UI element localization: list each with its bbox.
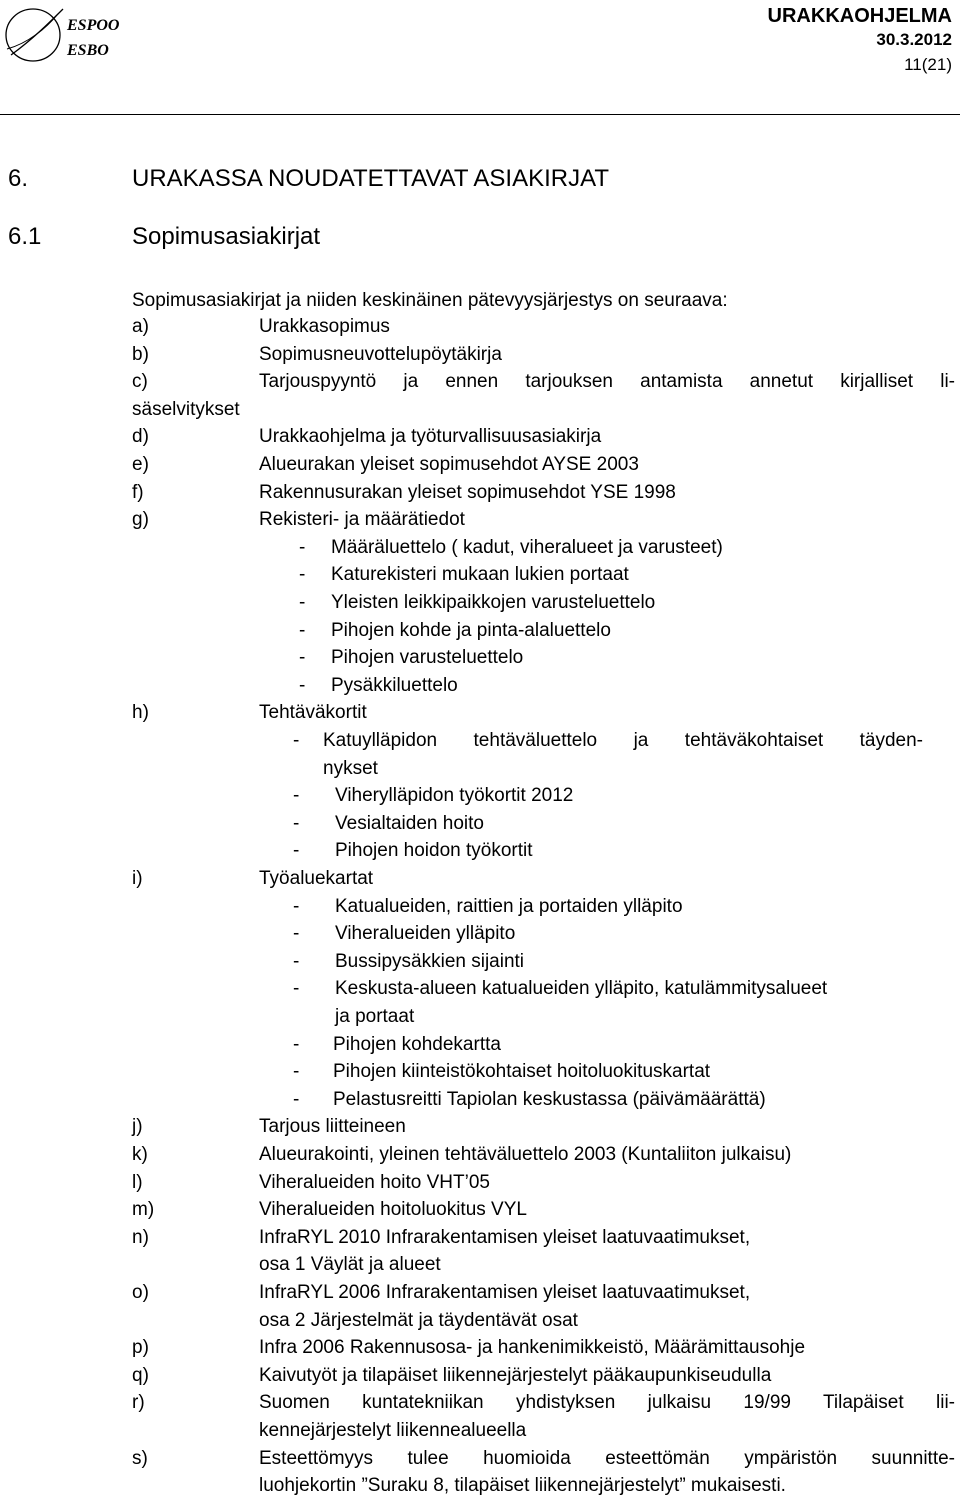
sub-list-dash: - <box>293 1088 300 1110</box>
list-item-marker: l) <box>132 1171 143 1193</box>
list-item <box>0 1141 960 1169</box>
section-title: URAKASSA NOUDATETTAVAT ASIAKIRJAT <box>132 165 609 192</box>
list-item-text: Rakennusurakan yleiset sopimusehdot YSE 1998 <box>259 481 676 503</box>
list-item-continuation: kennejärjestelyt liikennealueella <box>259 1420 527 1441</box>
list-item <box>0 1362 960 1390</box>
document-title: URAKKAOHJELMA <box>767 5 952 27</box>
intro-text: Sopimusasiakirjat ja niiden keskinäinen pätevyysjärjestys on seuraava: <box>132 290 728 311</box>
list-item-continuation: osa 1 Väylät ja alueet <box>259 1254 441 1276</box>
sub-list-item <box>0 1058 960 1086</box>
sub-list-text: Katurekisteri mukaan lukien portaat <box>331 564 629 586</box>
list-item <box>0 423 960 451</box>
sub-list-dash: - <box>299 536 306 558</box>
sub-list-text: Pihojen kiinteistökohtaiset hoitoluokituskartat <box>333 1061 711 1083</box>
sub-list-item <box>0 810 960 838</box>
sub-list-item <box>0 617 960 645</box>
list-item-marker: d) <box>132 426 149 448</box>
list-item-text: Rekisteri- ja määrätiedot <box>259 509 465 531</box>
sub-list-continuation: nykset <box>323 757 378 779</box>
list-item <box>0 1169 960 1197</box>
sub-list-dash: - <box>293 730 300 751</box>
logo-line1: ESPOO <box>67 17 120 34</box>
list-item-continuation: osa 2 Järjestelmät ja täydentävät osat <box>259 1309 578 1331</box>
sub-list-item <box>0 727 960 755</box>
list-item <box>0 1445 960 1473</box>
sub-list-dash: - <box>299 647 306 669</box>
list-item-text: Työaluekartat <box>259 868 374 889</box>
sub-list-dash: - <box>299 564 306 586</box>
sub-list-item <box>0 1086 960 1114</box>
sub-list-dash: - <box>293 812 300 834</box>
sub-list-text: Viherylläpidon työkortit 2012 <box>335 785 574 807</box>
page-number: 11(21) <box>904 55 952 74</box>
sub-list-dash: - <box>293 950 300 972</box>
subsection-title: Sopimusasiakirjat <box>132 223 321 250</box>
list-item-text: Kaivutyöt ja tilapäiset liikennejärjestelyt pääkaupunkiseudulla <box>259 1364 772 1386</box>
sub-list-text: Pihojen kohde ja pinta-alaluettelo <box>331 619 611 641</box>
sub-list-dash: - <box>293 1061 300 1083</box>
list-item-text: Urakkaohjelma ja työturvallisuusasiakirja <box>259 426 602 448</box>
sub-list-text: Yleisten leikkipaikkojen varusteluettelo <box>331 592 656 613</box>
list-item-marker: r) <box>132 1392 145 1414</box>
list-item-marker: s) <box>132 1447 148 1469</box>
list-item-marker: f) <box>132 481 144 503</box>
list-item <box>0 368 960 396</box>
sub-list-text: Keskusta-alueen katualueiden ylläpito, katulämmitysalueet <box>335 978 828 1000</box>
sub-list-text: Pysäkkiluettelo <box>331 674 458 696</box>
list-item-marker: m) <box>132 1199 155 1221</box>
sub-list-continuation: ja portaat <box>335 1006 415 1027</box>
sub-list-dash: - <box>299 619 306 641</box>
list-item <box>0 1113 960 1141</box>
section-number: 6. <box>8 165 29 192</box>
list-item-marker: n) <box>132 1226 149 1248</box>
list-item-text: Tarjouspyyntö ja ennen tarjouksen antamista annetut kirjalliset li- <box>259 371 955 393</box>
list-item-marker: g) <box>132 509 149 531</box>
list-item-text: Tarjous liitteineen <box>259 1116 406 1138</box>
sub-list-item <box>0 782 960 810</box>
sub-list-text: Bussipysäkkien sijainti <box>335 950 525 972</box>
sub-list-item <box>0 948 960 976</box>
list-item <box>0 865 960 893</box>
list-item <box>0 341 960 369</box>
sub-list-text: Pihojen varusteluettelo <box>331 647 524 669</box>
list-item-text: Suomen kuntatekniikan yhdistyksen julkaisu 19/99 Tilapäiset lii- <box>259 1392 955 1414</box>
sub-list-item <box>0 672 960 700</box>
list-item <box>0 1224 960 1252</box>
sub-list-text: Katualueiden, raittien ja portaiden ylläpito <box>335 895 683 917</box>
sub-list-dash: - <box>293 978 300 1000</box>
header-divider <box>0 114 960 115</box>
sub-list-dash: - <box>293 923 300 945</box>
list-item-text: Sopimusneuvottelupöytäkirja <box>259 343 502 365</box>
list-item-marker: i) <box>132 868 143 889</box>
sub-list-dash: - <box>299 592 306 613</box>
list-item-marker: j) <box>132 1116 143 1138</box>
espoo-esbo-logo <box>3 3 153 65</box>
subsection-number: 6.1 <box>8 223 42 250</box>
list-item-marker: h) <box>132 702 149 724</box>
list-item-text: Tehtäväkortit <box>259 702 367 724</box>
sub-list-text: Katuylläpidon tehtäväluettelo ja tehtäväkohtaiset täyden- <box>323 730 923 751</box>
list-item-continuation: luohjekortin ”Suraku 8, tilapäiset liikennejärjestelyt” mukaisesti. <box>259 1475 786 1497</box>
list-item-text: InfraRYL 2010 Infrarakentamisen yleiset laatuvaatimukset, <box>259 1226 751 1248</box>
sub-list-item <box>0 1031 960 1059</box>
sub-list-dash: - <box>293 1033 300 1055</box>
document-date: 30.3.2012 <box>876 30 952 49</box>
list-item <box>0 451 960 479</box>
sub-list-item <box>0 644 960 672</box>
sub-list-item <box>0 589 960 617</box>
sub-list-dash: - <box>299 674 306 696</box>
logo-line2: ESBO <box>67 42 109 59</box>
sub-list-dash: - <box>293 895 300 917</box>
sub-list-dash: - <box>293 785 300 807</box>
sub-list-item <box>0 975 960 1003</box>
list-item-marker: c) <box>132 371 148 393</box>
list-item <box>0 313 960 341</box>
document-header <box>768 4 952 78</box>
list-item <box>0 479 960 507</box>
list-item <box>0 1334 960 1362</box>
sub-list-item <box>0 561 960 589</box>
sub-list-text: Pihojen kohdekartta <box>333 1033 501 1055</box>
sub-list-text: Pelastusreitti Tapiolan keskustassa (päivämäärättä) <box>333 1088 766 1110</box>
list-item-text: InfraRYL 2006 Infrarakentamisen yleiset laatuvaatimukset, <box>259 1282 751 1303</box>
list-item-text: Alueurakointi, yleinen tehtäväluettelo 2003 (Kuntaliiton julkaisu) <box>259 1144 792 1165</box>
list-item-text: Esteettömyys tulee huomioida esteettömän ympäristön suunnitte- <box>259 1447 955 1469</box>
sub-list-text: Pihojen hoidon työkortit <box>335 840 533 862</box>
list-item <box>0 1279 960 1307</box>
list-item-marker: p) <box>132 1337 149 1359</box>
sub-list-item <box>0 837 960 865</box>
list-item-text: Alueurakan yleiset sopimusehdot AYSE 2003 <box>259 454 639 475</box>
list-item <box>0 1389 960 1417</box>
list-item <box>0 699 960 727</box>
list-item-text: Viheralueiden hoito VHT’05 <box>259 1171 490 1193</box>
sub-list-text: Viheralueiden ylläpito <box>335 923 516 945</box>
subsection-heading <box>8 222 320 252</box>
sub-list-item <box>0 920 960 948</box>
list-item-marker: a) <box>132 316 149 337</box>
list-item-text: Infra 2006 Rakennusosa- ja hankenimikkeistö, Määrämittausohje <box>259 1337 806 1359</box>
sub-list-item <box>0 893 960 921</box>
list-item-text: Urakkasopimus <box>259 316 390 337</box>
list-item-marker: o) <box>132 1282 149 1303</box>
list-item-marker: k) <box>132 1144 148 1165</box>
list-item-marker: e) <box>132 454 149 475</box>
list-item-marker: b) <box>132 343 149 365</box>
list-item <box>0 506 960 534</box>
sub-list-dash: - <box>293 840 300 862</box>
sub-list-item <box>0 534 960 562</box>
sub-list-text: Määräluettelo ( kadut, viheralueet ja varusteet) <box>331 536 723 558</box>
section-heading <box>8 164 609 194</box>
list-item-continuation: säselvitykset <box>132 398 240 420</box>
sub-list-text: Vesialtaiden hoito <box>335 812 484 834</box>
list-item-marker: q) <box>132 1364 149 1386</box>
list-item-text: Viheralueiden hoitoluokitus VYL <box>259 1199 527 1221</box>
list-item <box>0 1196 960 1224</box>
